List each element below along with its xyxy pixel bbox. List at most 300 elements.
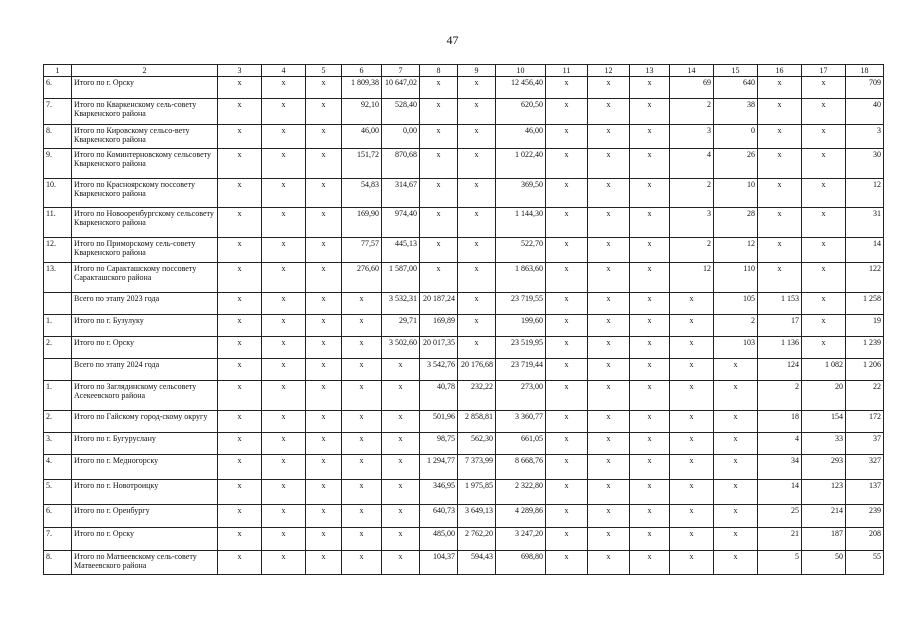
row-value: x <box>546 337 588 359</box>
row-value: x <box>262 99 306 125</box>
row-value: 172 <box>846 411 884 433</box>
row-value: 445,13 <box>382 238 420 263</box>
row-name: Итого по Красноярскому поссовету Кваркенского района <box>72 179 218 208</box>
row-value: x <box>630 99 670 125</box>
row-value: x <box>342 433 382 455</box>
row-value: 2 858,81 <box>458 411 496 433</box>
row-value: 3 247,20 <box>496 528 546 551</box>
row-value: x <box>714 505 758 528</box>
row-value: 8 668,76 <box>496 455 546 480</box>
row-value: x <box>342 411 382 433</box>
row-value: x <box>670 505 714 528</box>
row-value: x <box>630 125 670 149</box>
row-value: x <box>802 263 846 293</box>
row-value: x <box>342 551 382 575</box>
row-name: Итого по Приморскому сель-совету Кваркенского района <box>72 238 218 263</box>
row-value: 19 <box>846 315 884 337</box>
row-value: x <box>588 480 630 505</box>
row-value: x <box>342 455 382 480</box>
row-value: 1 258 <box>846 293 884 315</box>
row-value: 0 <box>714 125 758 149</box>
table-row <box>44 381 884 411</box>
row-value: x <box>670 359 714 381</box>
row-value: 46,00 <box>496 125 546 149</box>
header-cell: 16 <box>758 65 802 77</box>
row-value: x <box>630 263 670 293</box>
row-value: 98,75 <box>420 433 458 455</box>
row-value: 123 <box>802 480 846 505</box>
table-row <box>44 77 884 99</box>
row-value: 169,90 <box>342 208 382 238</box>
row-value: x <box>262 528 306 551</box>
row-value: x <box>546 293 588 315</box>
row-value: x <box>342 337 382 359</box>
header-cell: 1 <box>44 65 72 77</box>
row-value: x <box>630 505 670 528</box>
row-value: x <box>670 433 714 455</box>
row-number: 10. <box>44 179 72 208</box>
row-value: x <box>630 149 670 179</box>
row-value: 18 <box>758 411 802 433</box>
row-value: 232,22 <box>458 381 496 411</box>
row-value: x <box>630 208 670 238</box>
row-value: x <box>670 315 714 337</box>
row-value: x <box>218 455 262 480</box>
row-value: x <box>306 315 342 337</box>
table-row <box>44 359 884 381</box>
row-value: 110 <box>714 263 758 293</box>
row-value: x <box>802 77 846 99</box>
row-value: x <box>588 293 630 315</box>
row-name: Итого по г. Бузулуку <box>72 315 218 337</box>
row-value: x <box>218 480 262 505</box>
row-value: 640,73 <box>420 505 458 528</box>
row-value: 3 649,13 <box>458 505 496 528</box>
row-number <box>44 359 72 381</box>
row-value: 1 587,00 <box>382 263 420 293</box>
row-value: x <box>714 433 758 455</box>
row-value: 10 <box>714 179 758 208</box>
row-value: x <box>218 337 262 359</box>
row-value: x <box>588 99 630 125</box>
row-value: x <box>382 551 420 575</box>
row-value: x <box>588 411 630 433</box>
row-value: x <box>262 179 306 208</box>
row-value: x <box>802 208 846 238</box>
row-value: 38 <box>714 99 758 125</box>
row-value: 92,10 <box>342 99 382 125</box>
row-value: x <box>546 528 588 551</box>
table-row <box>44 480 884 505</box>
row-value: x <box>630 77 670 99</box>
row-number: 2. <box>44 411 72 433</box>
row-value: x <box>262 77 306 99</box>
header-cell: 2 <box>72 65 218 77</box>
row-value: x <box>588 315 630 337</box>
row-value: x <box>758 125 802 149</box>
row-number: 8. <box>44 125 72 149</box>
row-value: x <box>546 433 588 455</box>
table-row <box>44 505 884 528</box>
row-value: x <box>218 208 262 238</box>
row-name: Итого по Кваркенскому сель-совету Кваркенского района <box>72 99 218 125</box>
row-value: 22 <box>846 381 884 411</box>
row-value: x <box>420 77 458 99</box>
row-value: 3 542,76 <box>420 359 458 381</box>
row-value: x <box>420 125 458 149</box>
row-value: 20 <box>802 381 846 411</box>
row-value: x <box>420 99 458 125</box>
row-value: 30 <box>846 149 884 179</box>
row-value: x <box>546 505 588 528</box>
row-value: 4 289,86 <box>496 505 546 528</box>
row-value: 1 153 <box>758 293 802 315</box>
table-row <box>44 208 884 238</box>
row-value: x <box>630 480 670 505</box>
header-cell: 15 <box>714 65 758 77</box>
row-value: x <box>588 77 630 99</box>
row-value: 17 <box>758 315 802 337</box>
row-number: 13. <box>44 263 72 293</box>
row-value: 55 <box>846 551 884 575</box>
row-value: x <box>342 381 382 411</box>
row-value: 37 <box>846 433 884 455</box>
row-value: 23 519,95 <box>496 337 546 359</box>
row-value: 28 <box>714 208 758 238</box>
row-value: x <box>588 528 630 551</box>
row-value: x <box>262 551 306 575</box>
row-value: x <box>630 337 670 359</box>
row-value: x <box>588 149 630 179</box>
row-value: x <box>758 263 802 293</box>
row-value: 214 <box>802 505 846 528</box>
row-value: x <box>342 505 382 528</box>
row-value: x <box>342 293 382 315</box>
header-cell: 7 <box>382 65 420 77</box>
header-cell: 10 <box>496 65 546 77</box>
row-value: x <box>218 99 262 125</box>
row-number: 8. <box>44 551 72 575</box>
row-value: x <box>458 315 496 337</box>
row-value: x <box>758 179 802 208</box>
row-name: Итого по г. Орску <box>72 77 218 99</box>
row-value: 12 456,40 <box>496 77 546 99</box>
row-value: x <box>262 208 306 238</box>
row-value: 2 <box>670 179 714 208</box>
row-name: Всего по этапу 2024 года <box>72 359 218 381</box>
row-number: 3. <box>44 433 72 455</box>
row-value: x <box>306 125 342 149</box>
row-value: x <box>714 455 758 480</box>
header-cell: 3 <box>218 65 262 77</box>
row-value: 1 144,30 <box>496 208 546 238</box>
row-value: 1 239 <box>846 337 884 359</box>
row-value: x <box>670 455 714 480</box>
row-value: 293 <box>802 455 846 480</box>
row-value: x <box>342 480 382 505</box>
row-value: x <box>420 238 458 263</box>
table-row <box>44 179 884 208</box>
row-name: Итого по г. Оренбургу <box>72 505 218 528</box>
row-value: 3 360,77 <box>496 411 546 433</box>
table-row <box>44 433 884 455</box>
row-value: 14 <box>758 480 802 505</box>
row-value: 3 <box>670 125 714 149</box>
row-value: x <box>714 551 758 575</box>
row-value: x <box>588 505 630 528</box>
row-name: Итого по Саракташскому поссовету Саракташского района <box>72 263 218 293</box>
row-value: 314,67 <box>382 179 420 208</box>
row-value: x <box>458 208 496 238</box>
row-value: 31 <box>846 208 884 238</box>
header-cell: 9 <box>458 65 496 77</box>
row-value: x <box>382 480 420 505</box>
row-value: 562,30 <box>458 433 496 455</box>
row-value: x <box>218 551 262 575</box>
row-value: 21 <box>758 528 802 551</box>
row-value: 2 <box>670 238 714 263</box>
row-value: x <box>758 208 802 238</box>
row-value: 34 <box>758 455 802 480</box>
row-name: Итого по Заглядинскому сельсовету Асекеевского района <box>72 381 218 411</box>
row-value: x <box>802 337 846 359</box>
row-value: x <box>382 455 420 480</box>
row-number: 6. <box>44 77 72 99</box>
row-value: 10 647,02 <box>382 77 420 99</box>
data-table <box>43 64 884 575</box>
row-value: x <box>802 149 846 179</box>
header-cell: 11 <box>546 65 588 77</box>
row-value: x <box>218 263 262 293</box>
row-value: 14 <box>846 238 884 263</box>
row-value: 369,50 <box>496 179 546 208</box>
row-value: x <box>588 455 630 480</box>
row-value: x <box>262 293 306 315</box>
table-row <box>44 293 884 315</box>
row-value: x <box>218 411 262 433</box>
row-value: x <box>262 125 306 149</box>
row-value: x <box>306 77 342 99</box>
row-value: 29,71 <box>382 315 420 337</box>
row-value: x <box>306 263 342 293</box>
table-row <box>44 455 884 480</box>
header-cell: 13 <box>630 65 670 77</box>
row-value: 239 <box>846 505 884 528</box>
row-value: 20 187,24 <box>420 293 458 315</box>
row-number: 7. <box>44 528 72 551</box>
row-value: x <box>262 381 306 411</box>
row-value: x <box>546 411 588 433</box>
row-value: x <box>546 125 588 149</box>
row-value: 151,72 <box>342 149 382 179</box>
row-value: x <box>382 411 420 433</box>
header-cell: 4 <box>262 65 306 77</box>
row-value: 1 975,85 <box>458 480 496 505</box>
row-value: x <box>546 551 588 575</box>
row-value: x <box>458 77 496 99</box>
row-value: x <box>458 238 496 263</box>
row-value: x <box>382 505 420 528</box>
row-value: x <box>546 238 588 263</box>
row-value: x <box>306 208 342 238</box>
row-value: x <box>670 551 714 575</box>
row-value: 3 532,31 <box>382 293 420 315</box>
row-value: 77,57 <box>342 238 382 263</box>
row-value: 124 <box>758 359 802 381</box>
row-value: 2 <box>714 315 758 337</box>
row-value: x <box>306 551 342 575</box>
row-value: x <box>342 315 382 337</box>
row-value: 54,83 <box>342 179 382 208</box>
table-row <box>44 337 884 359</box>
row-value: 208 <box>846 528 884 551</box>
row-value: 122 <box>846 263 884 293</box>
row-value: 7 373,99 <box>458 455 496 480</box>
row-value: 2 <box>670 99 714 125</box>
row-value: 154 <box>802 411 846 433</box>
row-value: x <box>588 238 630 263</box>
row-value: 709 <box>846 77 884 99</box>
row-value: x <box>420 263 458 293</box>
table-row <box>44 315 884 337</box>
row-name: Итого по Кировскому сельсо-вету Кваркенского района <box>72 125 218 149</box>
row-value: 3 <box>670 208 714 238</box>
row-name: Итого по г. Бугуруслану <box>72 433 218 455</box>
header-cell: 5 <box>306 65 342 77</box>
table-row <box>44 238 884 263</box>
row-value: 40 <box>846 99 884 125</box>
row-value: 870,68 <box>382 149 420 179</box>
row-value: x <box>630 238 670 263</box>
header-row <box>44 65 884 77</box>
row-name: Итого по Гайскому город-скому округу <box>72 411 218 433</box>
row-value: x <box>306 149 342 179</box>
row-value: x <box>218 505 262 528</box>
row-value: x <box>262 238 306 263</box>
row-value: x <box>306 528 342 551</box>
row-value: x <box>630 381 670 411</box>
row-value: x <box>588 359 630 381</box>
row-name: Итого по г. Медногорску <box>72 455 218 480</box>
row-value: x <box>670 528 714 551</box>
row-value: x <box>802 293 846 315</box>
row-value: 25 <box>758 505 802 528</box>
row-value: x <box>342 359 382 381</box>
row-value: x <box>262 433 306 455</box>
row-value: x <box>630 179 670 208</box>
row-number: 12. <box>44 238 72 263</box>
header-cell: 17 <box>802 65 846 77</box>
row-number: 1. <box>44 381 72 411</box>
row-value: x <box>218 179 262 208</box>
row-value: x <box>588 381 630 411</box>
row-value: x <box>342 528 382 551</box>
row-value: x <box>588 263 630 293</box>
row-value: x <box>546 359 588 381</box>
row-value: 640 <box>714 77 758 99</box>
row-value: x <box>382 381 420 411</box>
row-value: 12 <box>714 238 758 263</box>
row-value: x <box>714 411 758 433</box>
table-row <box>44 551 884 575</box>
row-value: x <box>458 337 496 359</box>
row-value: 40,78 <box>420 381 458 411</box>
row-value: x <box>262 455 306 480</box>
row-value: x <box>262 337 306 359</box>
row-value: x <box>588 337 630 359</box>
row-value: 485,00 <box>420 528 458 551</box>
row-value: 3 502,60 <box>382 337 420 359</box>
row-value: x <box>458 293 496 315</box>
row-value: x <box>588 208 630 238</box>
row-value: 1 294,77 <box>420 455 458 480</box>
row-number: 2. <box>44 337 72 359</box>
row-value: 1 082 <box>802 359 846 381</box>
row-value: x <box>458 125 496 149</box>
row-value: 4 <box>670 149 714 179</box>
row-value: 2 <box>758 381 802 411</box>
row-value: x <box>306 337 342 359</box>
row-number: 9. <box>44 149 72 179</box>
row-number: 7. <box>44 99 72 125</box>
row-value: x <box>262 480 306 505</box>
row-value: x <box>218 293 262 315</box>
row-value: x <box>802 125 846 149</box>
row-value: x <box>714 480 758 505</box>
row-name: Итого по г. Новотроицку <box>72 480 218 505</box>
row-value: x <box>546 455 588 480</box>
row-value: x <box>420 208 458 238</box>
row-number <box>44 293 72 315</box>
row-value: 12 <box>670 263 714 293</box>
row-value: x <box>630 528 670 551</box>
row-value: 104,37 <box>420 551 458 575</box>
row-value: 103 <box>714 337 758 359</box>
row-value: 169,89 <box>420 315 458 337</box>
row-name: Итого по Новооренбургскому сельсовету Кваркенского района <box>72 208 218 238</box>
row-value: 33 <box>802 433 846 455</box>
row-value: x <box>630 551 670 575</box>
row-value: x <box>546 179 588 208</box>
row-value: x <box>458 179 496 208</box>
row-value: x <box>262 359 306 381</box>
row-number: 6. <box>44 505 72 528</box>
row-value: x <box>670 411 714 433</box>
row-value: x <box>420 179 458 208</box>
row-value: x <box>382 359 420 381</box>
row-value: 273,00 <box>496 381 546 411</box>
row-value: x <box>382 433 420 455</box>
header-cell: 18 <box>846 65 884 77</box>
row-value: 26 <box>714 149 758 179</box>
row-value: x <box>588 551 630 575</box>
row-value: x <box>714 528 758 551</box>
row-value: x <box>670 381 714 411</box>
row-value: x <box>630 315 670 337</box>
row-value: x <box>458 99 496 125</box>
header-cell: 12 <box>588 65 630 77</box>
row-value: x <box>306 179 342 208</box>
row-value: x <box>218 381 262 411</box>
row-value: x <box>546 149 588 179</box>
row-value: 1 022,40 <box>496 149 546 179</box>
row-value: x <box>306 433 342 455</box>
row-value: x <box>458 149 496 179</box>
row-number: 1. <box>44 315 72 337</box>
row-value: 1 863,60 <box>496 263 546 293</box>
row-value: x <box>218 528 262 551</box>
row-value: x <box>802 179 846 208</box>
